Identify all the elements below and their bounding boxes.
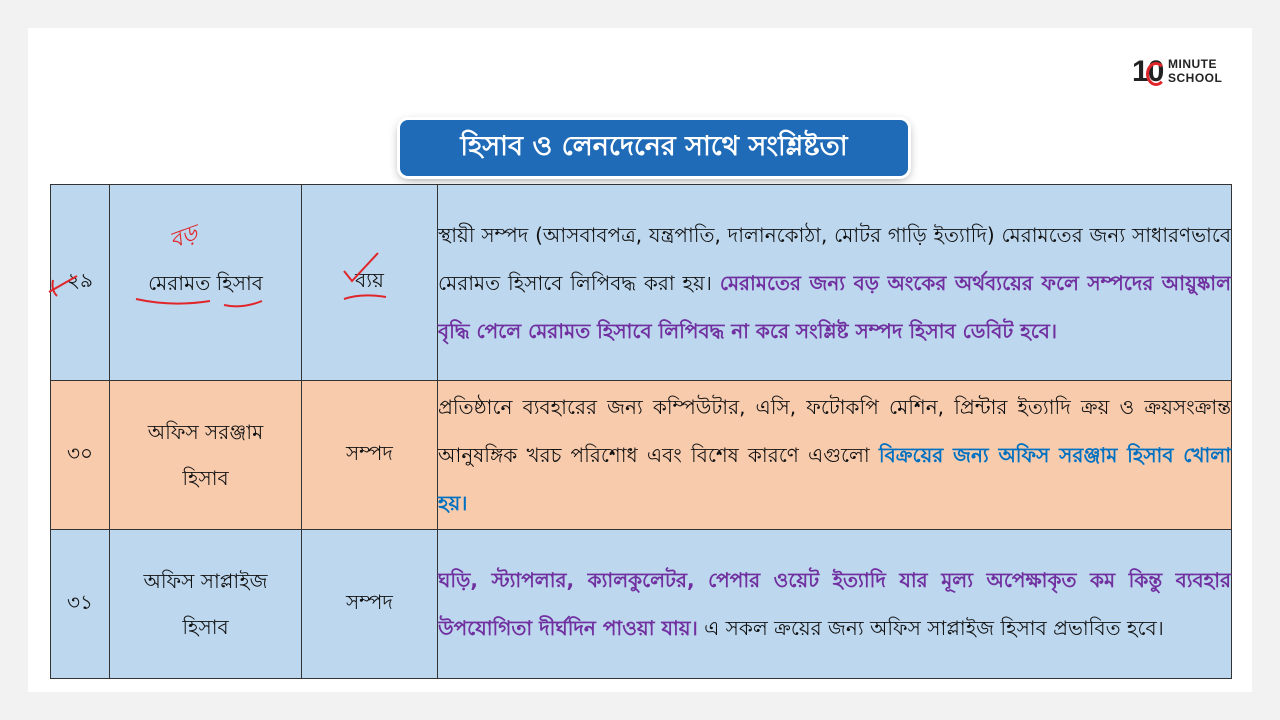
row-number-cell xyxy=(51,185,110,381)
account-type-cell xyxy=(302,530,438,679)
slide-title xyxy=(400,120,908,176)
account-name-cell xyxy=(110,381,302,530)
table-row xyxy=(51,381,1232,530)
slide xyxy=(28,28,1252,692)
row-number: ৩০ xyxy=(66,440,93,465)
table-row xyxy=(51,530,1232,679)
row-number: ৩১ xyxy=(67,589,93,614)
logo-line2: SCHOOL xyxy=(1168,71,1223,85)
description-plain: স্থায়ী সম্পদ (আসবাবপত্র, যন্ত্রপাতি, দালানকোঠা, মোটর গাড়ি ইত্যাদি) মেরামতের জন্য সাধারণভাবে মেরামত হিসাবে লিপিবদ্ধ করা হয়। xyxy=(438,222,1231,295)
description-highlight: বিক্রয়ের জন্য অফিস সরঞ্জাম হিসাব খোলা হয়। xyxy=(438,443,1231,515)
logo-number: 10 xyxy=(1132,55,1164,88)
row-number: ২৯ xyxy=(67,268,93,292)
account-type: সম্পদ xyxy=(346,440,393,465)
logo-ring-icon xyxy=(1146,62,1166,86)
account-name: মেরামত হিসাব xyxy=(148,270,263,295)
accounts-table xyxy=(50,184,1232,679)
description-highlight: ঘড়ি, স্ট্যাপলার, ক্যালকুলেটর, পেপার ওয়েট ইত্যাদি যার মূল্য অপেক্ষাকৃত কম কিন্তু ব্যবহার উপযোগিতা দীর্ঘদিন পাওয়া যায়। xyxy=(438,568,1231,640)
account-name-cell xyxy=(110,530,302,679)
description-cell xyxy=(438,185,1232,381)
account-name: অফিস সরঞ্জাম হিসাব xyxy=(147,420,264,490)
description-plain: এ সকল ক্রয়ের জন্য অফিস সাপ্লাইজ হিসাব প্রভাবিত হবে। xyxy=(697,616,1164,640)
description-highlight: মেরামতের জন্য বড় অংকের অর্থব্যয়ের ফলে সম্পদের আয়ুষ্কাল বৃদ্ধি পেলে মেরামত হিসাবে লিপিবদ্ধ না করে সংশ্লিষ্ট সম্পদ হিসাব ডেবিট হবে। xyxy=(438,270,1231,343)
description-cell xyxy=(438,381,1232,530)
ten-minute-school-logo xyxy=(1132,56,1232,88)
account-type-cell xyxy=(302,185,438,381)
account-type-cell xyxy=(302,381,438,530)
account-name-cell xyxy=(110,185,302,381)
account-name: অফিস সাপ্লাইজ হিসাব xyxy=(143,569,268,639)
logo-line1: MINUTE xyxy=(1168,57,1217,71)
account-type: সম্পদ xyxy=(346,589,393,614)
description-plain: প্রতিষ্ঠানে ব্যবহারের জন্য কম্পিউটার, এসি, ফটোকপি মেশিন, প্রিন্টার ইত্যাদি ক্রয় ও ক্রয়সংক্রান্ত আনুষঙ্গিক খরচ পরিশোধ এবং বিশেষ কারণে এগুলো xyxy=(438,395,1231,467)
table-row xyxy=(51,185,1232,381)
slide-title-text: হিসাব ও লেনদেনের সাথে সংশ্লিষ্টতা xyxy=(460,130,848,162)
row-number-cell xyxy=(51,381,110,530)
handwritten-annotation: বড় xyxy=(166,221,202,255)
logo-words xyxy=(1168,57,1222,85)
account-type: ব্যয় xyxy=(355,268,384,292)
row-number-cell xyxy=(51,530,110,679)
description-cell xyxy=(438,530,1232,679)
